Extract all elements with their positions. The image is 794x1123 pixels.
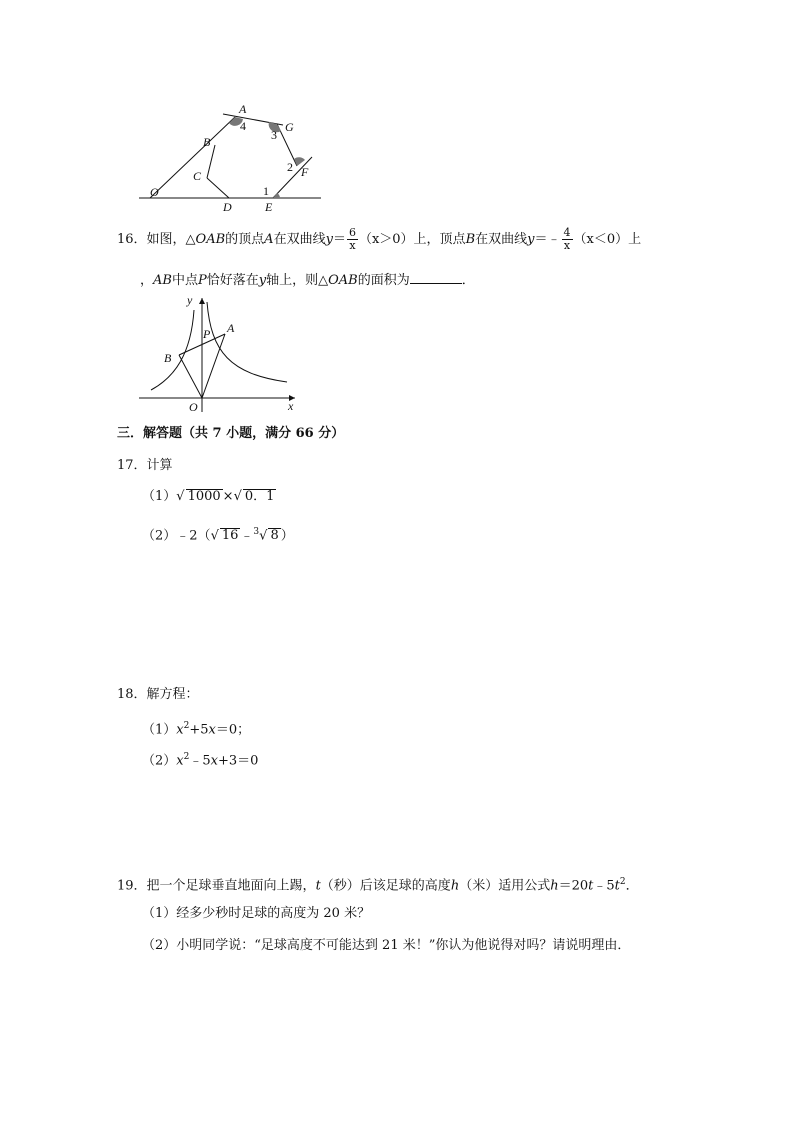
q16-y: y bbox=[325, 232, 333, 247]
expr: ﹣5 bbox=[189, 753, 211, 769]
var-t: t bbox=[588, 878, 594, 894]
q19-text: 把一个足球垂直地面向上踢， bbox=[146, 878, 316, 894]
fraction-numerator: 4 bbox=[563, 226, 571, 239]
cbrt-8: 8 bbox=[270, 528, 279, 544]
q19-text: ＝20 bbox=[558, 878, 589, 894]
q16-text: 在双曲线 bbox=[273, 232, 326, 247]
hyperbola-right bbox=[207, 302, 287, 382]
segment-oa bbox=[202, 334, 225, 398]
q16-ab: AB bbox=[153, 273, 172, 288]
angle-3-label: 3 bbox=[271, 128, 277, 142]
q19-part2: （2）小明同学说：“足球高度不可能达到 21 米！”你认为他说得对吗？请说明理由． bbox=[142, 938, 631, 953]
label-A: A bbox=[239, 102, 247, 116]
label-F: F bbox=[301, 165, 309, 179]
fraction-denominator: x bbox=[563, 239, 571, 252]
q16-y: y bbox=[527, 232, 535, 247]
part-label: （2） bbox=[142, 528, 177, 544]
label-x: x bbox=[288, 399, 294, 413]
section-heading: 三．解答题（共 7 小题，满分 66 分） bbox=[117, 426, 345, 441]
sqrt-16: 16 bbox=[221, 528, 239, 544]
label-O: O bbox=[189, 400, 198, 414]
var-h: h bbox=[550, 878, 559, 894]
q16-text: 的顶点 bbox=[225, 232, 265, 247]
line-cd bbox=[207, 178, 229, 198]
q17-title bbox=[117, 457, 173, 475]
label-A: A bbox=[227, 321, 235, 335]
q19-part1: （1）经多少秒时足球的高度为 20 米？ bbox=[142, 906, 371, 921]
q17-expr: ﹣2（ bbox=[176, 528, 211, 544]
expr: ＝0； bbox=[215, 722, 251, 738]
q16-end: ． bbox=[461, 273, 475, 288]
q16-cond: （x＜0）上 bbox=[573, 232, 642, 247]
q16-point-a: A bbox=[264, 232, 274, 247]
hyperbola-figure bbox=[135, 292, 315, 412]
q16-eq: ＝﹣ bbox=[534, 232, 561, 247]
q19-text: ﹣5 bbox=[593, 878, 615, 894]
label-P: P bbox=[203, 327, 211, 341]
q16-text: 恰好落在 bbox=[206, 273, 259, 288]
q16-oab: OAB bbox=[328, 273, 358, 288]
fraction-numerator: 6 bbox=[348, 226, 356, 239]
label-G: G bbox=[285, 120, 294, 134]
label-y: y bbox=[187, 293, 193, 307]
var-t: t bbox=[614, 878, 620, 894]
q19-text: ． bbox=[625, 878, 639, 894]
q18-text: 解方程： bbox=[146, 687, 199, 702]
q18-number: 18． bbox=[117, 687, 147, 702]
q17-text: 计算 bbox=[146, 458, 173, 473]
q16-cond: （x＞0）上，顶点 bbox=[358, 232, 466, 247]
minus-sign: ﹣ bbox=[240, 528, 254, 544]
angle-figure bbox=[135, 100, 335, 220]
close-paren: ） bbox=[280, 528, 294, 544]
part-label: （1） bbox=[142, 489, 177, 504]
q19-line1 bbox=[117, 873, 639, 895]
q17-part2: （2）﹣2（√ 16 ﹣$^3$√ 8 ） bbox=[142, 527, 294, 544]
part-label: （2） bbox=[142, 753, 177, 769]
angle-1-mark bbox=[273, 193, 280, 198]
q16-text: 的面积为 bbox=[357, 273, 410, 288]
line-oa bbox=[150, 117, 235, 198]
q19-text: （秒）后该足球的高度 bbox=[320, 878, 451, 894]
part-label: （1） bbox=[142, 722, 177, 738]
q16-text: 如图，△ bbox=[146, 232, 196, 247]
label-B: B bbox=[203, 135, 211, 149]
answer-blank bbox=[410, 271, 462, 284]
var-t: t bbox=[315, 878, 321, 894]
exponent: 2 bbox=[619, 877, 626, 887]
sqrt-0-1: 0．1 bbox=[244, 489, 275, 504]
var-x: x bbox=[176, 753, 184, 769]
q16-point-b: B bbox=[465, 232, 476, 247]
label-B: B bbox=[164, 351, 172, 365]
label-D: D bbox=[223, 200, 232, 214]
q18-part1 bbox=[142, 717, 250, 739]
q16-text: 中点 bbox=[171, 273, 198, 288]
var-x: x bbox=[210, 753, 218, 769]
label-O: O bbox=[150, 185, 159, 199]
fraction-4-over-x bbox=[562, 227, 573, 252]
fraction-denominator: x bbox=[349, 239, 356, 252]
expr: +5 bbox=[189, 722, 209, 738]
line-bc bbox=[207, 145, 215, 178]
q16-line1 bbox=[117, 227, 641, 252]
angle-2-label: 2 bbox=[287, 160, 293, 174]
q16-yaxis: y bbox=[258, 273, 267, 288]
exponent: 2 bbox=[183, 721, 190, 731]
q18-part2 bbox=[142, 748, 258, 770]
hyperbola-left bbox=[151, 310, 194, 390]
q16-oab: OAB bbox=[195, 232, 226, 247]
q16-eq: ＝ bbox=[332, 232, 346, 247]
q18-title bbox=[117, 686, 199, 704]
times-sign: × bbox=[222, 489, 234, 504]
q19-number: 19． bbox=[117, 878, 147, 894]
var-x: x bbox=[208, 722, 216, 738]
cube-root-index: 3 bbox=[253, 527, 260, 537]
segment-ob bbox=[179, 355, 202, 398]
var-x: x bbox=[176, 722, 184, 738]
q17-part1: （1）√ 1000 ×√ 0．1 bbox=[142, 489, 275, 504]
angle-1-label: 1 bbox=[263, 184, 269, 198]
label-E: E bbox=[265, 200, 273, 214]
q16-text: 轴上，则△ bbox=[266, 273, 329, 288]
angle-4-label: 4 bbox=[240, 119, 246, 133]
q16-point-p: P bbox=[197, 273, 207, 288]
fraction-6-over-x bbox=[347, 227, 358, 252]
q16-number: 16． bbox=[117, 232, 147, 247]
q19-text: （米）适用公式 bbox=[459, 878, 551, 894]
q17-number: 17． bbox=[117, 458, 147, 473]
sqrt-1000: 1000 bbox=[187, 489, 221, 504]
q16-line2 bbox=[140, 271, 475, 290]
expr: +3＝0 bbox=[217, 753, 259, 769]
q16-text: ， bbox=[140, 273, 154, 288]
q16-text: 在双曲线 bbox=[475, 232, 528, 247]
exponent: 2 bbox=[183, 752, 190, 762]
label-C: C bbox=[193, 169, 202, 183]
var-h: h bbox=[450, 878, 460, 894]
y-axis-arrow bbox=[199, 298, 205, 304]
